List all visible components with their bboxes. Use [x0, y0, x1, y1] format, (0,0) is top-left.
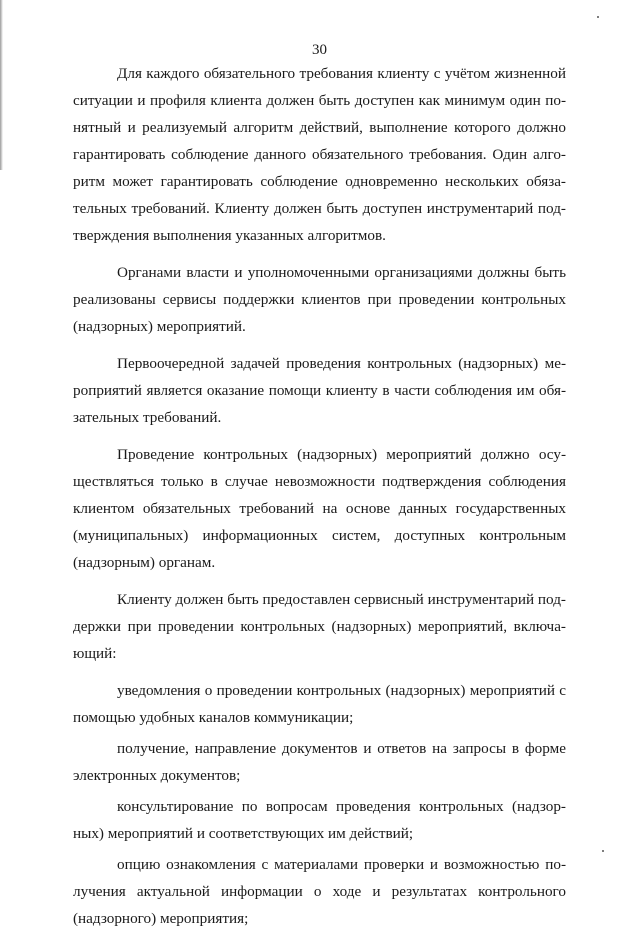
text-line: держки при проведении контрольных (надзорных) мероприятий, включа- [73, 618, 566, 635]
text-line: ных) мероприятий и соответствующих им действий; [73, 825, 414, 842]
text-line: ществляться только в случае невозможности подтверждения соблюдения [73, 473, 566, 490]
text-line: зательных требований. [73, 409, 222, 426]
text-line: гарантировать соблюдение данного обязательного требования. Один алго- [73, 146, 566, 163]
page-number: 30 [312, 42, 327, 58]
text-line: реализованы сервисы поддержки клиентов при проведении контрольных [73, 291, 566, 308]
text-line: консультирование по вопросам проведения контрольных (надзор- [117, 798, 566, 815]
scan-speck [597, 16, 599, 18]
text-line: Органами власти и уполномоченными организациями должны быть [117, 264, 566, 281]
text-line: (надзорного) мероприятия; [73, 910, 249, 927]
list-item [73, 851, 566, 932]
text-line: уведомления о проведении контрольных (надзорных) мероприятий с [117, 682, 566, 699]
text-line: электронных документов; [73, 767, 241, 784]
paragraph [73, 350, 566, 431]
text-line: ситуации и профиля клиента должен быть доступен как минимум один по- [73, 92, 566, 109]
text-line: роприятий является оказание помощи клиенту в части соблюдения им обя- [73, 382, 566, 399]
text-line: (надзорным) органам. [73, 554, 216, 571]
text-line: ритм может гарантировать соблюдение одновременно нескольких обяза- [73, 173, 566, 190]
scan-speck [602, 850, 604, 852]
list-item [73, 793, 566, 847]
text-line: нятный и реализуемый алгоритм действий, выполнение которого должно [73, 119, 566, 136]
list-item [73, 735, 566, 789]
text-line: Клиенту должен быть предоставлен сервисный инструментарий под- [117, 591, 566, 608]
text-line: тверждения выполнения указанных алгоритмов. [73, 227, 386, 244]
text-line: Первоочередной задачей проведения контрольных (надзорных) ме- [117, 355, 566, 372]
paragraph [73, 60, 566, 249]
paragraph [73, 441, 566, 576]
text-line: ющий: [73, 645, 117, 662]
text-line: Для каждого обязательного требования клиенту с учётом жизненной [117, 65, 566, 82]
paragraph [73, 586, 566, 667]
text-line: клиентом обязательных требований на основе данных государственных [73, 500, 566, 517]
text-line: (муниципальных) информационных систем, доступных контрольным [73, 527, 566, 544]
list-item [73, 677, 566, 731]
page-edge-shadow [0, 0, 3, 170]
text-line: опцию ознакомления с материалами проверки и возможностью по- [117, 856, 566, 873]
paragraph [73, 259, 566, 340]
text-line: Проведение контрольных (надзорных) мероприятий должно осу- [117, 446, 566, 463]
text-line: тельных требований. Клиенту должен быть доступен инструментарий под- [73, 200, 566, 217]
text-line: лучения актуальной информации о ходе и результатах контрольного [73, 883, 566, 900]
text-line: (надзорных) мероприятий. [73, 318, 246, 335]
document-body [73, 60, 566, 936]
text-line: помощью удобных каналов коммуникации; [73, 709, 354, 726]
text-line: получение, направление документов и ответов на запросы в форме [117, 740, 566, 757]
